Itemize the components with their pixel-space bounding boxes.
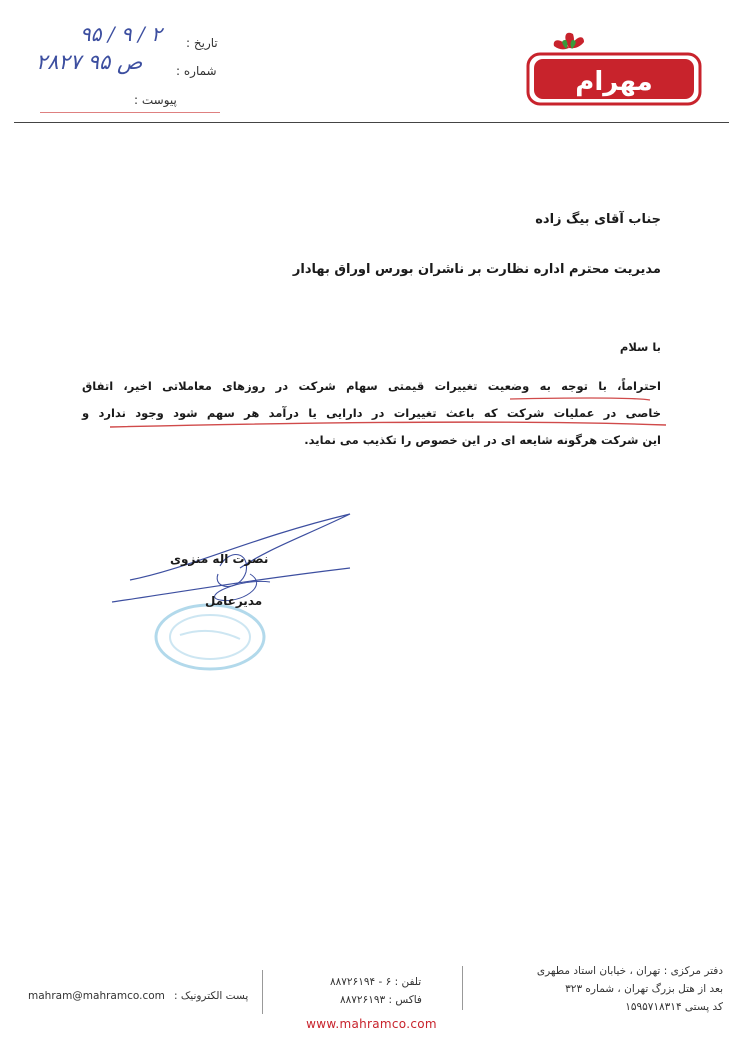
footer-postal-code: کد پستی ۱۵۹۵۷۱۸۳۱۴ bbox=[625, 1001, 723, 1013]
footer-phone: تلفن : ۶ - ۸۸۷۲۶۱۹۴ bbox=[330, 976, 422, 988]
recipient-department: مدیریت محترم اداره نظارت بر ناشران بورس اوراق بهادار bbox=[292, 262, 661, 277]
greeting: با سلام bbox=[619, 340, 661, 354]
number-value: ۲۸۲۷ ص ۹۵ bbox=[36, 50, 143, 74]
number-label: شماره : bbox=[176, 64, 217, 78]
signatory-name: نصرت اله منزوی bbox=[170, 552, 269, 566]
recipient-name: جناب آقای بیگ زاده bbox=[535, 212, 661, 227]
date-label: تاریخ : bbox=[186, 36, 218, 50]
footer-address-line2: بعد از هتل بزرگ تهران ، شماره ۳۲۳ bbox=[565, 983, 723, 995]
body-line: خاصی در عملیات شرکت که باعث تغییرات در دارایی یا درآمد هر سهم شود وجود ندارد و bbox=[82, 406, 661, 420]
attachment-label: پیوست : bbox=[134, 93, 177, 107]
footer-website[interactable]: www.mahramco.com bbox=[306, 1017, 437, 1031]
body-line: احتراماً، با توجه به وضعیت تغییرات قیمتی سهام شرکت در روزهای معاملاتی اخیر، اتفاق bbox=[82, 379, 661, 393]
svg-text:مهرام: مهرام bbox=[575, 67, 653, 97]
footer-email-label: پست الکترونیک : bbox=[174, 990, 249, 1002]
red-underline-mark bbox=[90, 396, 670, 430]
footer-fax: فاکس : ۸۸۷۲۶۱۹۳ bbox=[340, 994, 422, 1006]
signatory-title: مدیرعامل bbox=[205, 594, 263, 608]
body-line: این شرکت هرگونه شایعه ای در این خصوص را تکذیب می نماید. bbox=[304, 433, 661, 447]
header-accent-line bbox=[40, 112, 220, 113]
flower-icon bbox=[554, 33, 584, 50]
footer-email[interactable]: mahram@mahramco.com bbox=[28, 990, 165, 1002]
mahram-logo bbox=[526, 28, 702, 106]
header-divider bbox=[14, 122, 729, 123]
date-value: ۹۵ / ۹ / ۲ bbox=[80, 22, 162, 46]
footer-divider bbox=[262, 970, 263, 1014]
footer-divider bbox=[462, 966, 463, 1010]
handwritten-signature bbox=[100, 508, 380, 628]
footer-address-line1: دفتر مرکزی : تهران ، خیابان استاد مطهری bbox=[536, 965, 723, 977]
